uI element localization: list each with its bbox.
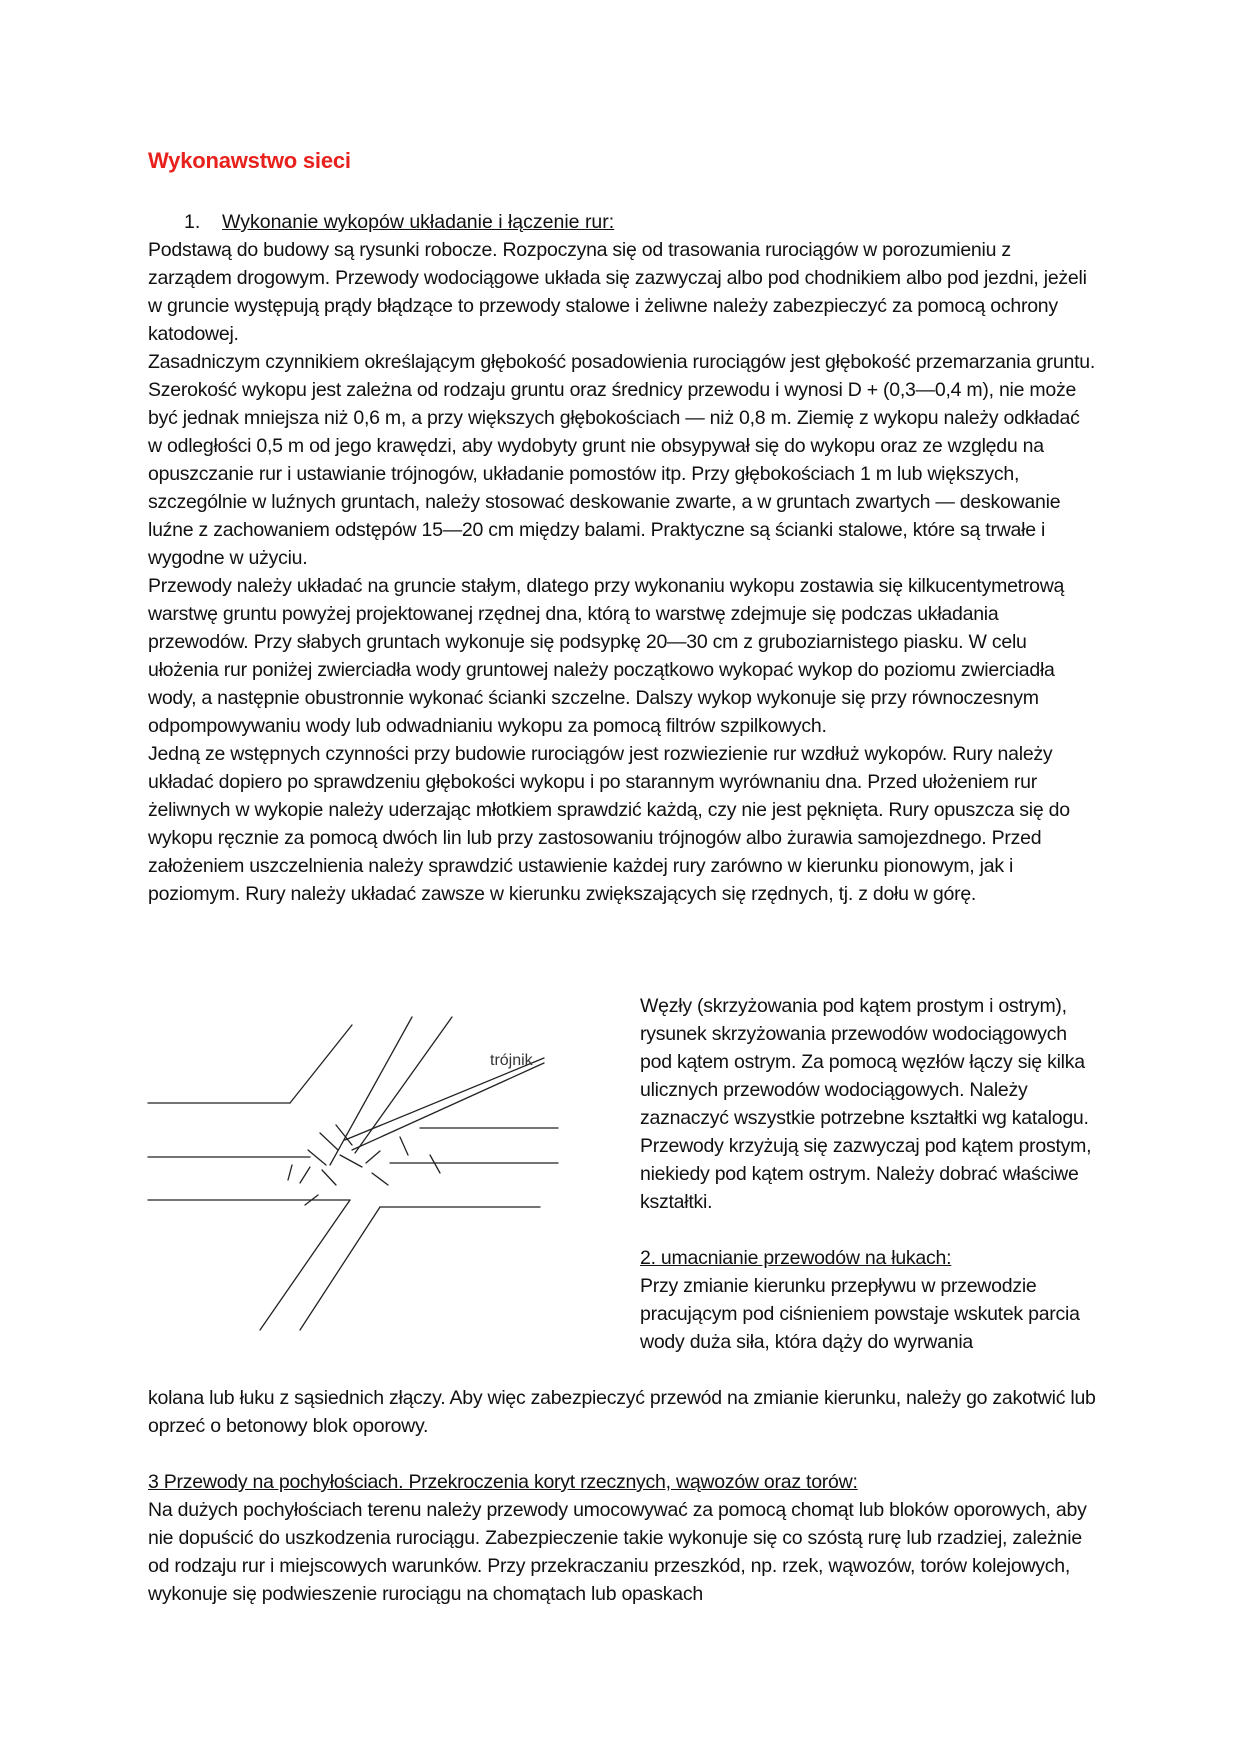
section3-paragraph: Na dużych pochyłościach terenu należy przewody umocowywać za pomocą chomąt lub bloków oporowych, aby nie dopuścić do uszkodzenia rurociągu. Zabezpieczenie takie wykonuje się co szóstą rurę lub rzadziej, zależnie od rodzaju rur i miejscowych warunków. Przy przekraczaniu przeszkód, np. rzek, wąwozów, torów kolejowych, wykonuje się podwieszenie rurociągu na chomątach lub opaskach [148,1499,1087,1605]
section1-heading-text: Wykonanie wykopów układanie i łączenie rur: [222,211,615,233]
section1-number: 1. [184,211,201,233]
section1-paragraph: Podstawą do budowy są rysunki robocze. Rozpoczyna się od trasowania rurociągów w porozumieniu z zarządem drogowym. Przewody wodociągowe układa się zazwyczaj albo pod chodnikiem albo pod jezdni, jeżeli w gruncie występują prądy błądzące to przewody stalowe i żeliwne należy zabezpieczyć za pomocą ochrony katodowej. [148,239,1087,345]
section1-paragraph: Zasadniczym czynnikiem określającym głębokość posadowienia rurociągów jest głębokość przemarzania gruntu. [148,351,1096,373]
document-title: Wykonawstwo sieci [148,148,351,173]
section1-heading [184,208,614,236]
section1-paragraph: Szerokość wykopu jest zależna od rodzaju gruntu oraz średnicy przewodu i wynosi D + (0,3—0,4 m), nie może być jednak mniejsza niż 0,6 m, a przy większych głębokościach — niż 0,8 m. Ziemię z wykopu należy odkładać w odległości 0,5 m od jego krawędzi, aby wydobyty grunt nie obsypywał się do wykopu oraz ze względu na opuszczanie rur i ustawianie trójnogów, układanie pomostów itp. Przy głębokościach 1 m lub większych, szczególnie w luźnych gruntach, należy stosować deskowanie zwarte, a w gruntach zwartych — deskowanie luźne z zachowaniem odstępów 15—20 cm między balami. Praktyczne są ścianki stalowe, które są trwałe i wygodne w użyciu. [148,379,1080,569]
section2-paragraph-continuation: kolana lub łuku z sąsiednich złączy. Aby więc zabezpieczyć przewód na zmianie kierunku, należy go zakotwić lub oprzeć o betonowy blok oporowy. [148,1387,1096,1437]
nodes-paragraph: Węzły (skrzyżowania pod kątem prostym i ostrym), rysunek skrzyżowania przewodów wodociągowych pod kątem ostrym. Za pomocą węzłów łączy się kilka ulicznych przewodów wodociągowych. Należy zaznaczyć wszystkie potrzebne kształtki wg katalogu. Przewody krzyżują się zazwyczaj pod kątem prostym, niekiedy pod kątem ostrym. Należy dobrać właściwe kształtki. [640,995,1092,1213]
pipe-junction-diagram [140,1005,620,1340]
section2-paragraph-start: Przy zmianie kierunku przepływu w przewodzie pracującym pod ciśnieniem powstaje wskutek parcia wody duża siła, która dąży do wyrwania [640,1275,1080,1353]
section3-heading: 3 Przewody na pochyłościach. Przekroczenia koryt rzecznych, wąwozów oraz torów: [148,1471,858,1493]
figure-label-trojnik: trójnik [490,1052,533,1069]
side-text-block [640,992,1100,1356]
section2-heading: 2. umacnianie przewodów na łukach: [640,1247,952,1269]
section1-body [148,236,1098,908]
section1-paragraph: Przewody należy układać na gruncie stałym, dlatego przy wykonaniu wykopu zostawia się kilkucentymetrową warstwę gruntu powyżej projektowanej rzędnej dna, którą to warstwę zdejmuje się podczas układania przewodów. Przy słabych gruntach wykonuje się podsypkę 20—30 cm z gruboziarnistego piasku. W celu ułożenia rur poniżej zwierciadła wody gruntowej należy początkowo wykopać wykop do poziomu zwierciadła wody, a następnie obustronnie wykonać ścianki szczelne. Dalszy wykop wykonuje się przy równoczesnym odpompowywaniu wody lub odwadnianiu wykopu za pomocą filtrów szpilkowych. [148,575,1065,737]
section3 [148,1468,1098,1608]
section1-paragraph: Jedną ze wstępnych czynności przy budowie rurociągów jest rozwiezienie rur wzdłuż wykopów. Rury należy układać dopiero po sprawdzeniu głębokości wykopu i po starannym wyrównaniu dna. Przed ułożeniem rur żeliwnych w wykopie należy uderzając młotkiem sprawdzić każdą, czy nie jest pęknięta. Rury opuszcza się do wykopu ręcznie za pomocą dwóch lin lub przy zastosowaniu trójnogów albo żurawia samojezdnego. Przed założeniem uszczelnienia należy sprawdzić ustawienie każdej rury zarówno w kierunku pionowym, jak i poziomym. Rury należy układać zawsze w kierunku zwiększających się rzędnych, tj. z dołu w górę. [148,743,1070,905]
